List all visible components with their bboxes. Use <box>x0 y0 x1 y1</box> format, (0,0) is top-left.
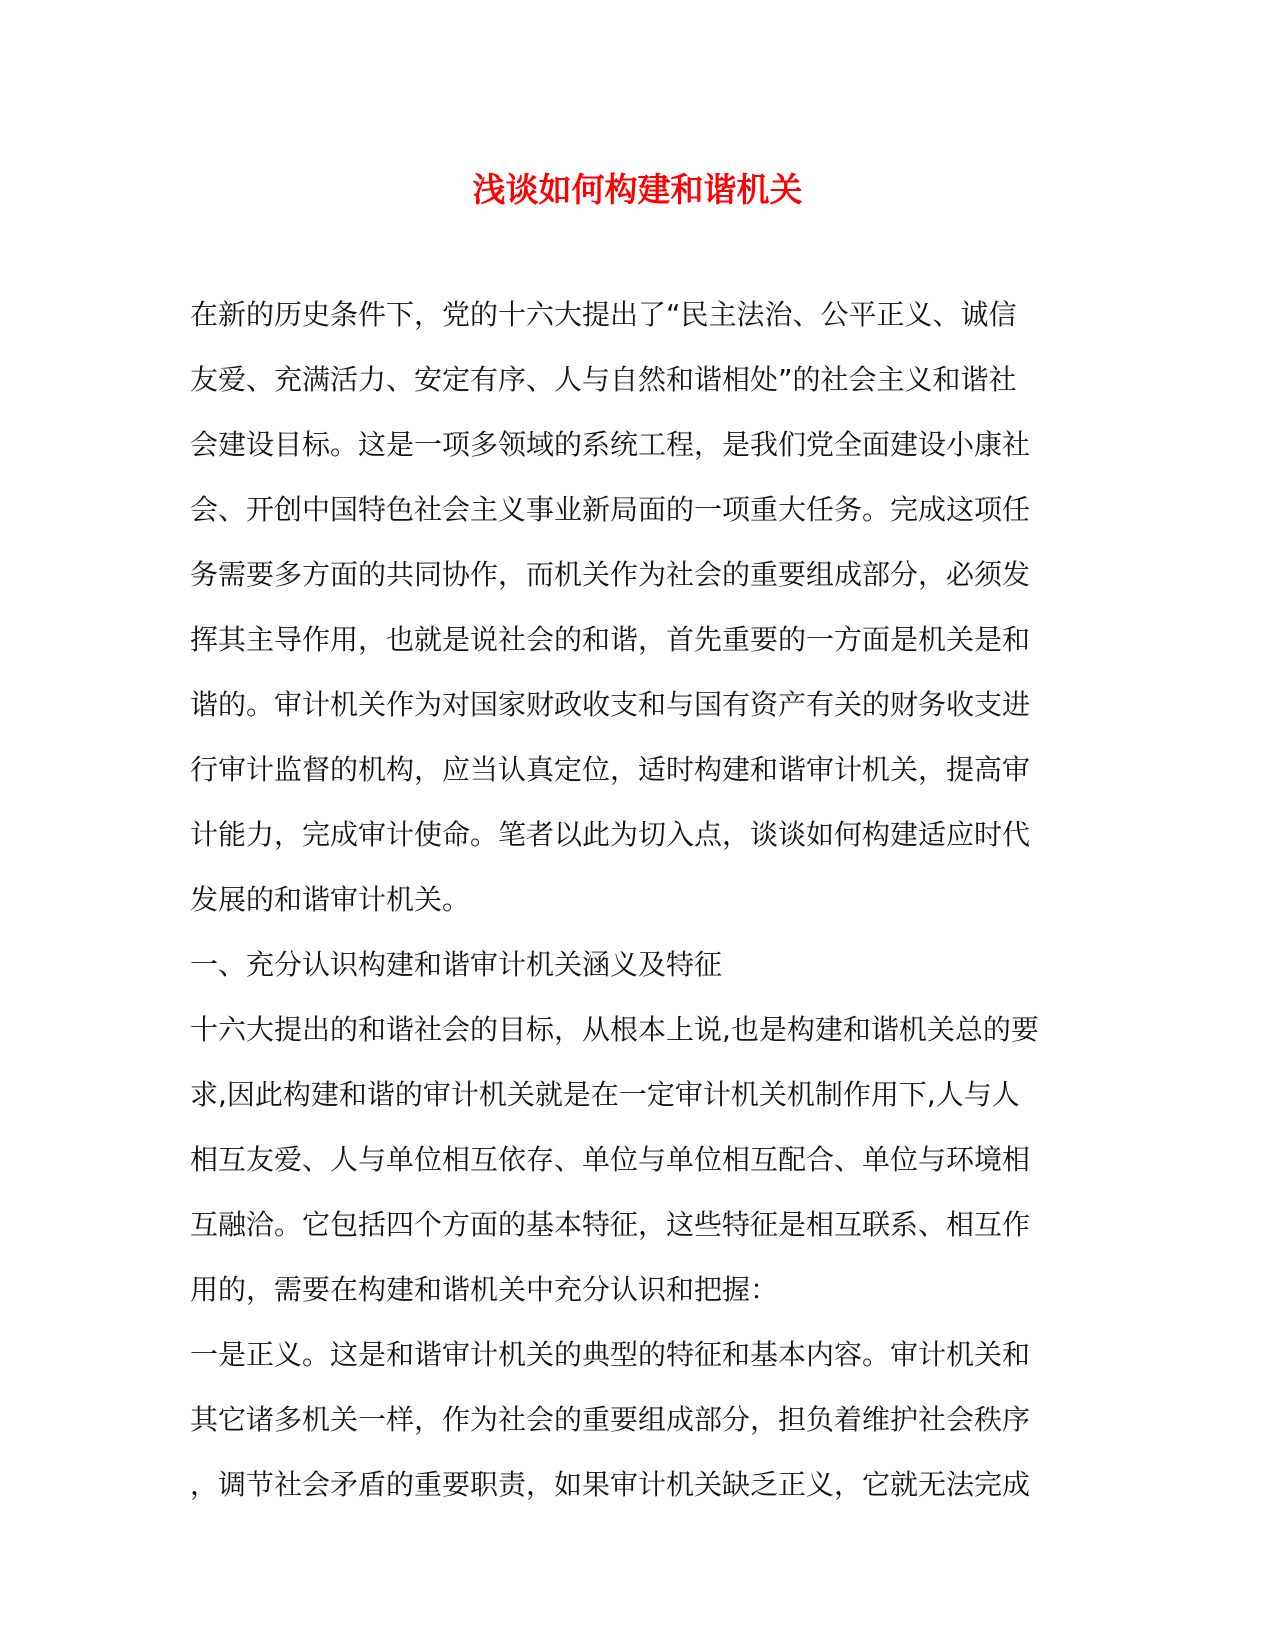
text-line: 发展的和谐审计机关。 <box>190 883 471 916</box>
text-line: 会建设目标。这是一项多领域的系统工程，是我们党全面建设小康社 <box>190 428 1031 461</box>
text-line: 务需要多方面的共同协作，而机关作为社会的重要组成部分，必须发 <box>190 558 1031 591</box>
text-line: 计能力，完成审计使命。笔者以此为切入点，谈谈如何构建适应时代 <box>190 818 1031 851</box>
section-heading: 一、充分认识构建和谐审计机关涵义及特征 <box>190 948 723 981</box>
text-line: 会、开创中国特色社会主义事业新局面的一项重大任务。完成这项任 <box>190 493 1031 526</box>
text-line: 其它诸多机关一样，作为社会的重要组成部分，担负着维护社会秩序 <box>190 1403 1031 1436</box>
text-line: 友爱、充满活力、安定有序、人与自然和谐相处”的社会主义和谐社 <box>190 363 1017 396</box>
document-body <box>190 282 1095 1517</box>
text-line: 挥其主导作用，也就是说社会的和谐，首先重要的一方面是机关是和 <box>190 623 1031 656</box>
text-line: 互融洽。它包括四个方面的基本特征，这些特征是相互联系、相互作 <box>190 1208 1031 1241</box>
text-line: 用的，需要在构建和谐机关中充分认识和把握： <box>190 1273 779 1306</box>
text-line: 相互友爱、人与单位相互依存、单位与单位相互配合、单位与环境相 <box>190 1143 1031 1176</box>
text-line: 一是正义。这是和谐审计机关的典型的特征和基本内容。审计机关和 <box>190 1338 1031 1371</box>
text-line: 谐的。审计机关作为对国家财政收支和与国有资产有关的财务收支进 <box>190 688 1031 721</box>
text-line: 求,因此构建和谐的审计机关就是在一定审计机关机制作用下,人与人 <box>190 1078 1020 1111</box>
text-line: 行审计监督的机构，应当认真定位，适时构建和谐审计机关，提高审 <box>190 753 1031 786</box>
text-line: 在新的历史条件下，党的十六大提出了“民主法治、公平正义、诚信 <box>190 298 1017 331</box>
document-title: 浅谈如何构建和谐机关 <box>472 170 803 209</box>
text-line: 十六大提出的和谐社会的目标，从根本上说,也是构建和谐机关总的要 <box>190 1013 1039 1046</box>
text-line: ，调节社会矛盾的重要职责，如果审计机关缺乏正义，它就无法完成 <box>190 1468 1031 1501</box>
